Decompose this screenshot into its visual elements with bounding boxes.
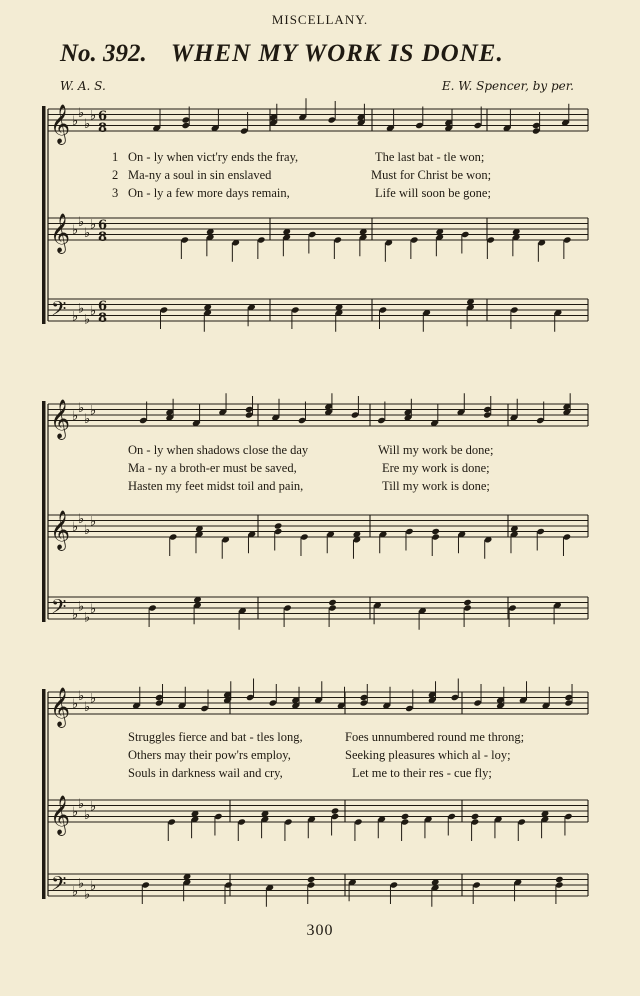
- treble-clef-icon: 𝄞: [50, 213, 71, 253]
- lyric-line: [112, 187, 290, 200]
- verse-number: 1: [112, 150, 119, 164]
- time-signature-top: 6: [98, 109, 108, 124]
- flat-icon: ♭: [90, 108, 97, 124]
- flat-icon: ♭: [72, 409, 79, 424]
- flat-icon: ♭: [84, 887, 91, 903]
- flat-icon: ♭: [90, 403, 97, 419]
- lyric-line-end: Seeking pleasures which al - loy;: [345, 748, 511, 762]
- flat-icon: ♭: [72, 697, 79, 712]
- lyric-line: Souls in darkness wail and cry,: [128, 766, 283, 780]
- flat-icon: ♭: [78, 400, 85, 416]
- lyric-line: Others may their pow'rs employ,: [128, 748, 291, 762]
- bass-clef-icon: 𝄢: [51, 872, 67, 900]
- notehead: [463, 599, 472, 606]
- notehead: [555, 876, 564, 883]
- page-number: 300: [306, 922, 334, 939]
- flat-icon: ♭: [84, 116, 91, 132]
- flat-icon: ♭: [84, 807, 91, 823]
- flat-icon: ♭: [78, 796, 85, 812]
- lyric-first-half: On - ly when vict'ry ends the fray,: [128, 150, 299, 164]
- lyric-line: [112, 169, 271, 182]
- verse-number: 3: [112, 186, 119, 200]
- time-signature-bottom: 8: [98, 230, 108, 245]
- flat-icon: ♭: [78, 688, 85, 704]
- time-signature-bottom: 8: [98, 311, 108, 326]
- lyric-first-half: On - ly a few more days remain,: [128, 186, 290, 200]
- flat-icon: ♭: [72, 884, 79, 900]
- flat-icon: ♭: [72, 805, 79, 820]
- flat-icon: ♭: [78, 214, 85, 230]
- time-signature-top: 6: [98, 299, 108, 314]
- notehead: [431, 528, 440, 535]
- lyric-line: [112, 151, 298, 164]
- flat-icon: ♭: [90, 217, 97, 233]
- flat-icon: ♭: [72, 309, 79, 325]
- bass-clef-icon: 𝄢: [51, 297, 67, 325]
- hymn-number: No. 392.: [60, 40, 147, 67]
- time-signature-top: 6: [98, 218, 108, 233]
- flat-icon: ♭: [78, 876, 85, 892]
- flat-icon: ♭: [84, 522, 91, 538]
- system-brace: [42, 401, 46, 622]
- lyric-line: Ma - ny a broth-er must be saved,: [128, 461, 297, 475]
- flat-icon: ♭: [78, 511, 85, 527]
- lyric-line: Struggles fierce and bat - tles long,: [128, 730, 303, 744]
- flat-icon: ♭: [90, 799, 97, 815]
- flat-icon: ♭: [90, 602, 97, 617]
- lyric-line-end: The last bat - tle won;: [375, 150, 485, 164]
- flat-icon: ♭: [90, 691, 97, 707]
- flat-icon: ♭: [90, 879, 97, 894]
- treble-clef-icon: 𝄞: [50, 795, 71, 835]
- flat-icon: ♭: [72, 114, 79, 129]
- flat-icon: ♭: [90, 514, 97, 530]
- lyric-line-end: Will my work be done;: [378, 443, 494, 457]
- treble-clef-icon: 𝄞: [50, 687, 71, 727]
- treble-clef-icon: 𝄞: [50, 104, 71, 144]
- lyric-first-half: Ma-ny a soul in sin enslaved: [128, 168, 272, 182]
- notehead: [328, 599, 337, 606]
- lyric-line-end: Foes unnumbered round me throng;: [345, 730, 525, 744]
- hymn-title: WHEN MY WORK IS DONE.: [170, 40, 504, 67]
- lyric-line-end: Let me to their res - cue fly;: [352, 766, 492, 780]
- lyric-line-end: Ere my work is done;: [382, 461, 490, 475]
- treble-clef-icon: 𝄞: [50, 399, 71, 439]
- treble-clef-icon: 𝄞: [50, 510, 71, 550]
- lyric-line-end: Life will soon be gone;: [375, 186, 491, 200]
- notehead: [471, 813, 480, 820]
- time-signature-bottom: 8: [98, 121, 108, 136]
- lyric-line-end: Must for Christ be won;: [371, 168, 492, 182]
- notehead: [401, 813, 410, 820]
- section-header: MISCELLANY.: [271, 12, 369, 27]
- lyric-line-end: Till my work is done;: [382, 479, 490, 493]
- flat-icon: ♭: [84, 610, 91, 626]
- flat-icon: ♭: [90, 304, 97, 319]
- system-brace: [42, 106, 46, 324]
- system-brace: [42, 689, 46, 899]
- notehead: [331, 807, 340, 814]
- flat-icon: ♭: [78, 105, 85, 121]
- lyric-line: Hasten my feet midst toil and pain,: [128, 479, 304, 493]
- music-credit: E. W. Spencer, by per.: [441, 79, 574, 93]
- words-credit: W. A. S.: [60, 79, 106, 93]
- verse-number: 2: [112, 168, 119, 182]
- notehead: [274, 522, 283, 529]
- flat-icon: ♭: [72, 607, 79, 623]
- flat-icon: ♭: [72, 223, 79, 238]
- flat-icon: ♭: [72, 520, 79, 535]
- lyric-line: On - ly when shadows close the day: [128, 443, 309, 457]
- flat-icon: ♭: [78, 599, 85, 615]
- bass-clef-icon: 𝄢: [51, 595, 67, 623]
- flat-icon: ♭: [84, 411, 91, 427]
- flat-icon: ♭: [84, 312, 91, 328]
- flat-icon: ♭: [78, 301, 85, 317]
- flat-icon: ♭: [84, 699, 91, 715]
- flat-icon: ♭: [84, 225, 91, 241]
- notehead: [307, 876, 316, 883]
